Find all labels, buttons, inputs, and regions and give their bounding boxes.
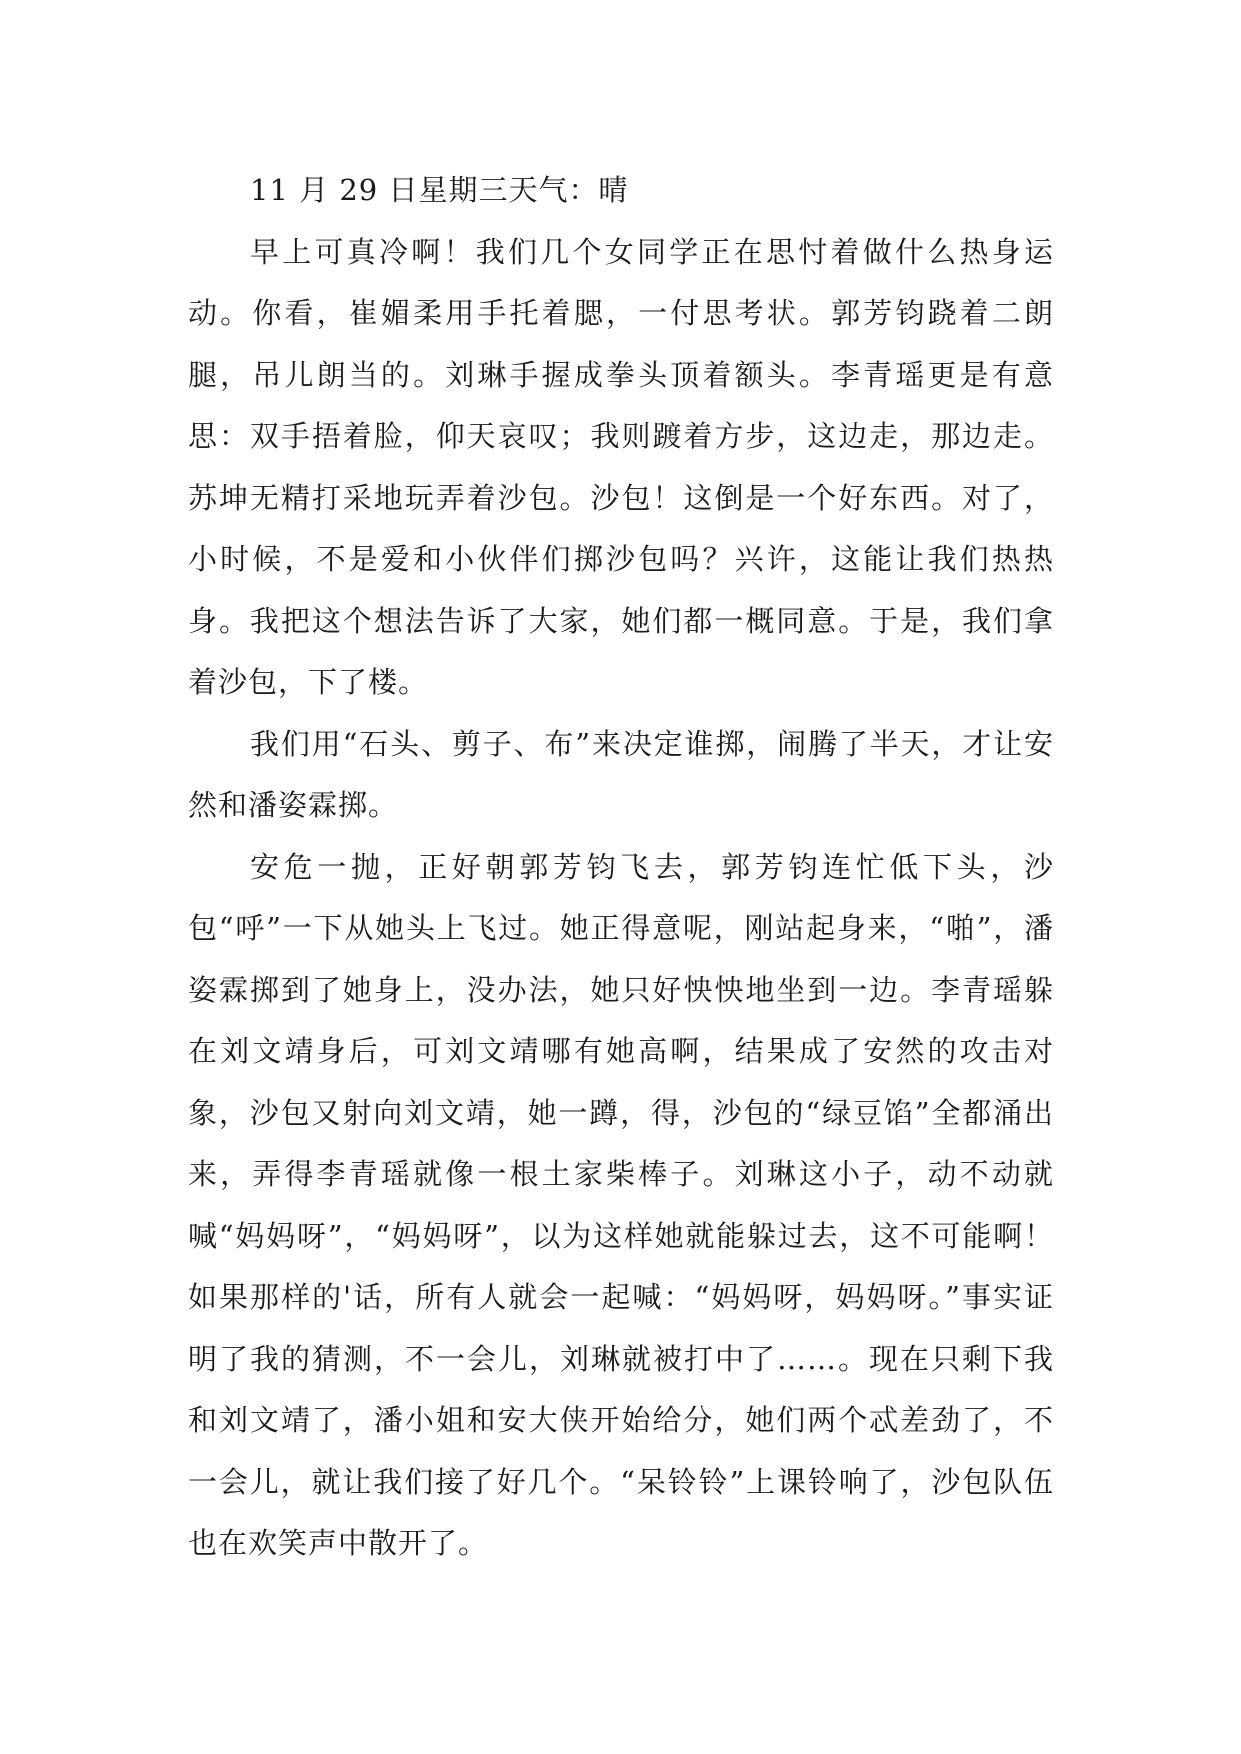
paragraph-2: 我们用“石头、剪子、布”来决定谁掷，闹腾了半天，才让安然和潘姿霖掷。 — [188, 726, 1054, 822]
paragraph-1: 早上可真冷啊！我们几个女同学正在思忖着做什么热身运动。你看，崔媚柔用手托着腮，一付思考状。郭芳钧跷着二朗腿，吊儿朗当的。刘琳手握成拳头顶着额头。李青瑶更是有意思：双手捂着脸，仰天哀叹；我则踱着方步，这边走，那边走。苏坤无精打采地玩弄着沙包。沙包！这倒是一个好东西。对了，小时候，不是爱和小伙伴们掷沙包吗？兴许，这能让我们热热身。我把这个想法告诉了大家，她们都一概同意。于是，我们拿着沙包，下了楼。 — [188, 234, 1054, 699]
document-body — [188, 160, 1054, 1575]
paragraph-3: 安危一抛，正好朝郭芳钧飞去，郭芳钧连忙低下头，沙包“呼”一下从她头上飞过。她正得意呢，刚站起身来，“啪”，潘姿霖掷到了她身上，没办法，她只好怏怏地坐到一边。李青瑶躲在刘文靖身后，可刘文靖哪有她高啊，结果成了安然的攻击对象，沙包又射向刘文靖，她一蹲，得，沙包的“绿豆馅”全都涌出来，弄得李青瑶就像一根土家柴棒子。刘琳这小子，动不动就喊“妈妈呀”，“妈妈呀”，以为这样她就能躲过去，这不可能啊！如果那样的'话，所有人就会一起喊：“妈妈呀，妈妈呀。”事实证明了我的猜测，不一会儿，刘琳就被打中了……。现在只剩下我和刘文靖了，潘小姐和安大侠开始给分，她们两个忒差劲了，不一会儿，就让我们接了好几个。“呆铃铃”上课铃响了，沙包队伍也在欢笑声中散开了。 — [188, 849, 1054, 1560]
date-weather-line: 11 月 29 日星期三天气：晴 — [250, 173, 629, 207]
